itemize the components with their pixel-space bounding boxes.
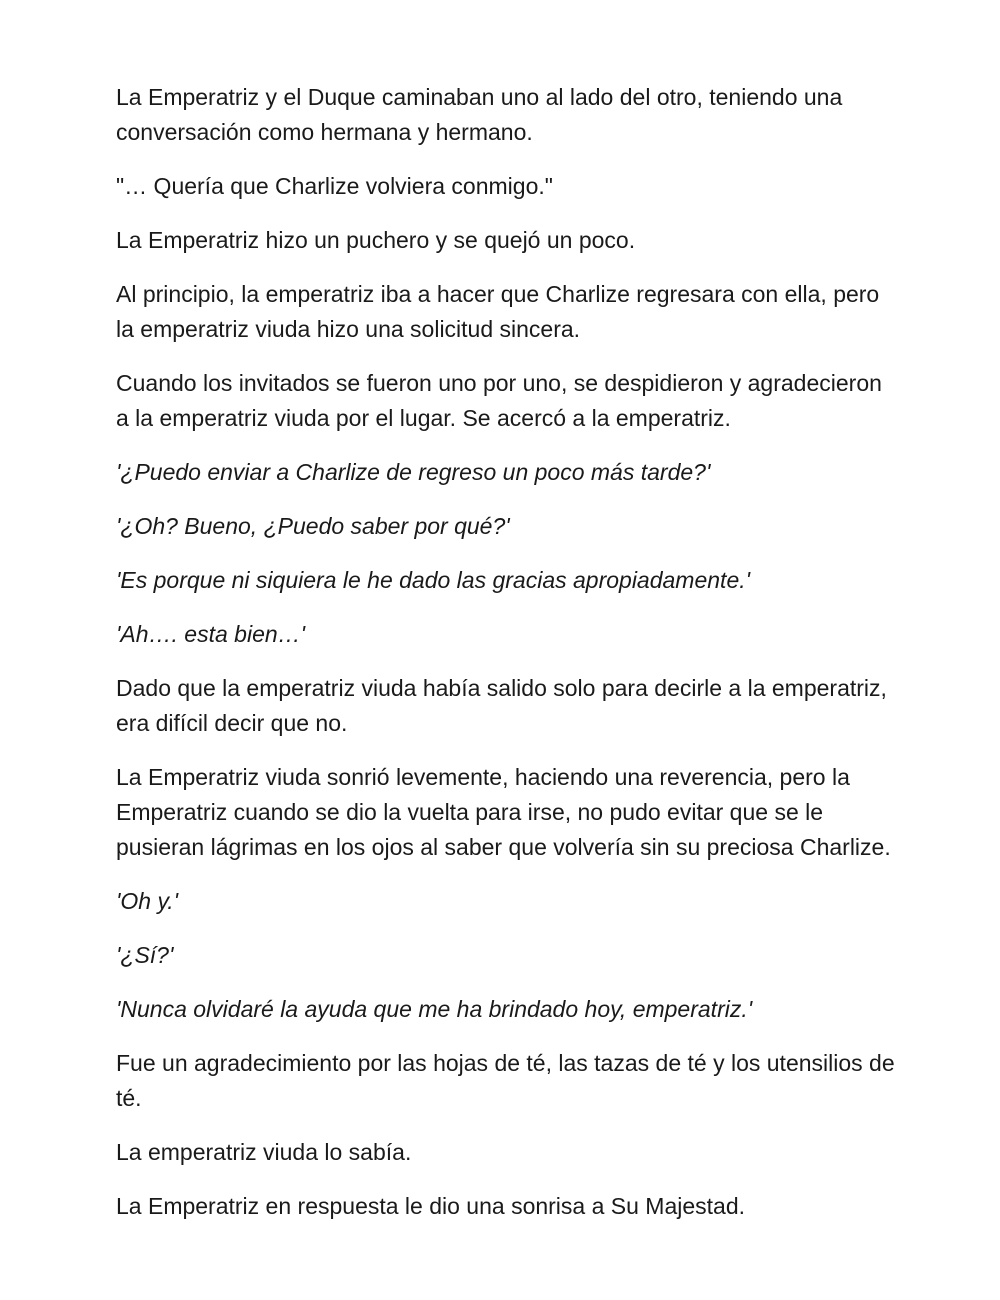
paragraph: Dado que la emperatriz viuda había salido solo para decirle a la emperatriz, era difícil decir que no. bbox=[116, 675, 887, 736]
paragraph: 'Oh y.' bbox=[116, 888, 179, 914]
paragraph: '¿Puedo enviar a Charlize de regreso un poco más tarde?' bbox=[116, 459, 711, 485]
paragraph: Al principio, la emperatriz iba a hacer que Charlize regresara con ella, pero la emperatriz viuda hizo una solicitud sincera. bbox=[116, 281, 880, 342]
paragraph: Fue un agradecimiento por las hojas de té, las tazas de té y los utensilios de té. bbox=[116, 1050, 895, 1111]
paragraph: Cuando los invitados se fueron uno por uno, se despidieron y agradecieron a la emperatriz viuda por el lugar. Se acercó a la emperatriz. bbox=[116, 370, 882, 431]
paragraph: 'Ah…. esta bien…' bbox=[116, 621, 306, 647]
document-body bbox=[116, 80, 896, 1243]
paragraph: '¿Sí?' bbox=[116, 942, 174, 968]
paragraph: La Emperatriz y el Duque caminaban uno al lado del otro, teniendo una conversación como hermana y hermano. bbox=[116, 84, 843, 145]
paragraph: La emperatriz viuda lo sabía. bbox=[116, 1139, 412, 1165]
paragraph: La Emperatriz viuda sonrió levemente, haciendo una reverencia, pero la Emperatriz cuando se dio la vuelta para irse, no pudo evitar que se le pusieran lágrimas en los ojos al saber que volvería sin su preciosa Charlize. bbox=[116, 764, 891, 860]
paragraph: "… Quería que Charlize volviera conmigo." bbox=[116, 173, 553, 199]
paragraph: 'Es porque ni siquiera le he dado las gracias apropiadamente.' bbox=[116, 567, 751, 593]
paragraph: La Emperatriz hizo un puchero y se quejó un poco. bbox=[116, 227, 636, 253]
paragraph: La Emperatriz en respuesta le dio una sonrisa a Su Majestad. bbox=[116, 1193, 746, 1219]
paragraph: '¿Oh? Bueno, ¿Puedo saber por qué?' bbox=[116, 513, 510, 539]
paragraph: 'Nunca olvidaré la ayuda que me ha brindado hoy, emperatriz.' bbox=[116, 996, 753, 1022]
